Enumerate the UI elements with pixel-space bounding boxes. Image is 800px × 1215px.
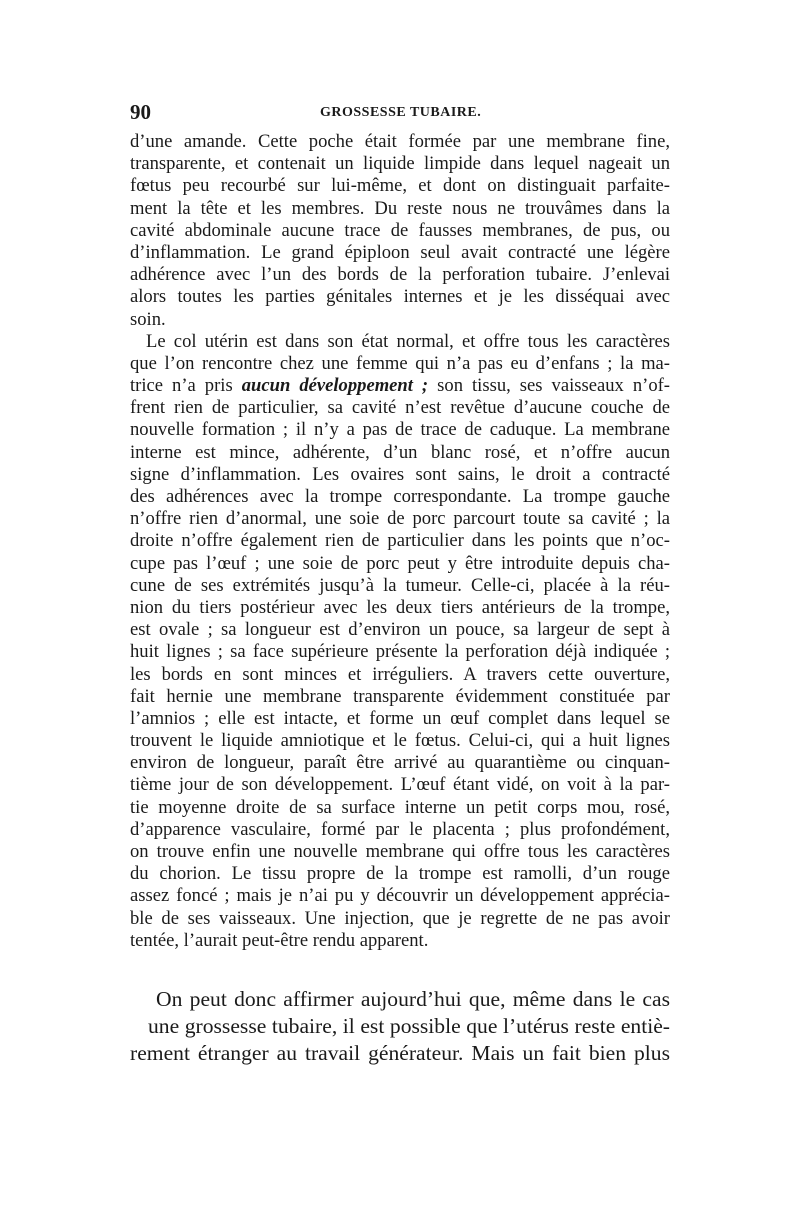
text-line: rement étranger au travail générateur. Mais un fait bien plus [130,1041,670,1065]
text-line: des adhérences avec la trompe correspondante. La trompe gauche [130,486,670,507]
text-line: cupe pas l’œuf ; une soie de porc peut y être introduite depuis cha- [130,552,670,574]
text-line: tentée, l’aurait peut-être rendu apparent. [130,929,429,951]
page-number: 90 [130,100,151,124]
text-line: tième jour de son développement. L’œuf étant vidé, on voit à la par- [130,774,670,796]
text-line: ment la tête et les membres. Du reste nous ne trouvâmes dans la [130,197,670,219]
text-line: fœtus peu recourbé sur lui-même, et dont on distinguait parfaite- [130,175,670,197]
text-line: assez foncé ; mais je n’ai pu y découvrir un développement apprécia- [130,885,670,907]
text-line: droite n’offre également rien de particulier dans les points que n’oc- [130,530,670,552]
text-line: une grossesse tubaire, il est possible que l’utérus reste entiè- [148,1014,670,1038]
text-segment: son tissu, ses vaisseaux n’of- [428,375,670,397]
text-line: environ de longueur, paraît être arrivé au quarantième ou cinquan- [130,752,670,774]
text-line: du chorion. Le tissu propre de la trompe est ramolli, d’un rouge [130,863,670,885]
text-line: on trouve enfin une nouvelle membrane qui offre tous les caractères [130,841,670,862]
text-line: d’une amande. Cette poche était formée par une membrane fine, [130,131,670,152]
page-header [130,100,670,126]
text-line: nion du tiers postérieur avec les deux tiers antérieurs de la trompe, [130,596,670,618]
text-line: huit lignes ; sa face supérieure présente la perforation déjà indiquée ; [130,641,670,663]
text-line: On peut donc affirmer aujourd’hui que, même dans le cas [156,987,670,1011]
text-line: les bords en sont minces et irréguliers. A travers cette ouverture, [130,663,670,685]
text-line: soin. [130,308,166,330]
text-line: n’offre rien d’anormal, une soie de porc parcourt toute sa cavité ; la [130,508,670,530]
text-line: d’apparence vasculaire, formé par le placenta ; plus profondément, [130,818,670,840]
text-line: tie moyenne droite de sa surface interne un petit corps mou, rosé, [130,796,670,818]
text-line: l’amnios ; elle est intacte, et forme un œuf complet dans lequel se [130,707,670,729]
text-line: transparente, et contenait un liquide limpide dans lequel nageait un [130,153,670,175]
text-line: frent rien de particulier, sa cavité n’est revêtue d’aucune couche de [130,397,670,419]
text-line: cune de ses extrémités jusqu’à la tumeur. Celle-ci, placée à la réu- [130,574,670,596]
text-line: alors toutes les parties génitales internes et je les disséquai avec [130,286,670,308]
text-line: ble de ses vaisseaux. Une injection, que je regrette de ne pas avoir [130,907,670,929]
text-line: fait hernie une membrane transparente évidemment constituée par [130,685,670,707]
small-print-block [130,131,670,952]
text-line: nouvelle formation ; il n’y a pas de trace de caduque. La membrane [130,419,670,441]
text-line: trouvent le liquide amniotique et le fœtus. Celui-ci, qui a huit lignes [130,730,670,752]
text-line: est ovale ; sa longueur est d’environ un pouce, sa largeur de sept à [130,619,670,641]
text-line: que l’on rencontre chez une femme qui n’a pas eu d’enfans ; la ma- [130,352,670,374]
large-print-block [130,986,670,1067]
running-head: GROSSESSE TUBAIRE. [320,105,482,120]
text-line: Le col utérin est dans son état normal, et offre tous les caractères [146,330,670,352]
text-line: signe d’inflammation. Les ovaires sont sains, le droit a contracté [130,463,670,485]
text-line: cavité abdominale aucune trace de fausses membranes, de pus, ou [130,219,670,241]
text-line: d’inflammation. Le grand épiploon seul avait contracté une légère [130,241,670,263]
text-line: adhérence avec l’un des bords de la perforation tubaire. J’enlevai [130,264,670,286]
text-segment: trice n’a pris [130,375,242,397]
text-line-with-emphasis [130,375,670,397]
emphasized-text: aucun développement ; [241,375,429,397]
text-line: interne est mince, adhérente, d’un blanc rosé, et n’offre aucun [130,441,670,463]
